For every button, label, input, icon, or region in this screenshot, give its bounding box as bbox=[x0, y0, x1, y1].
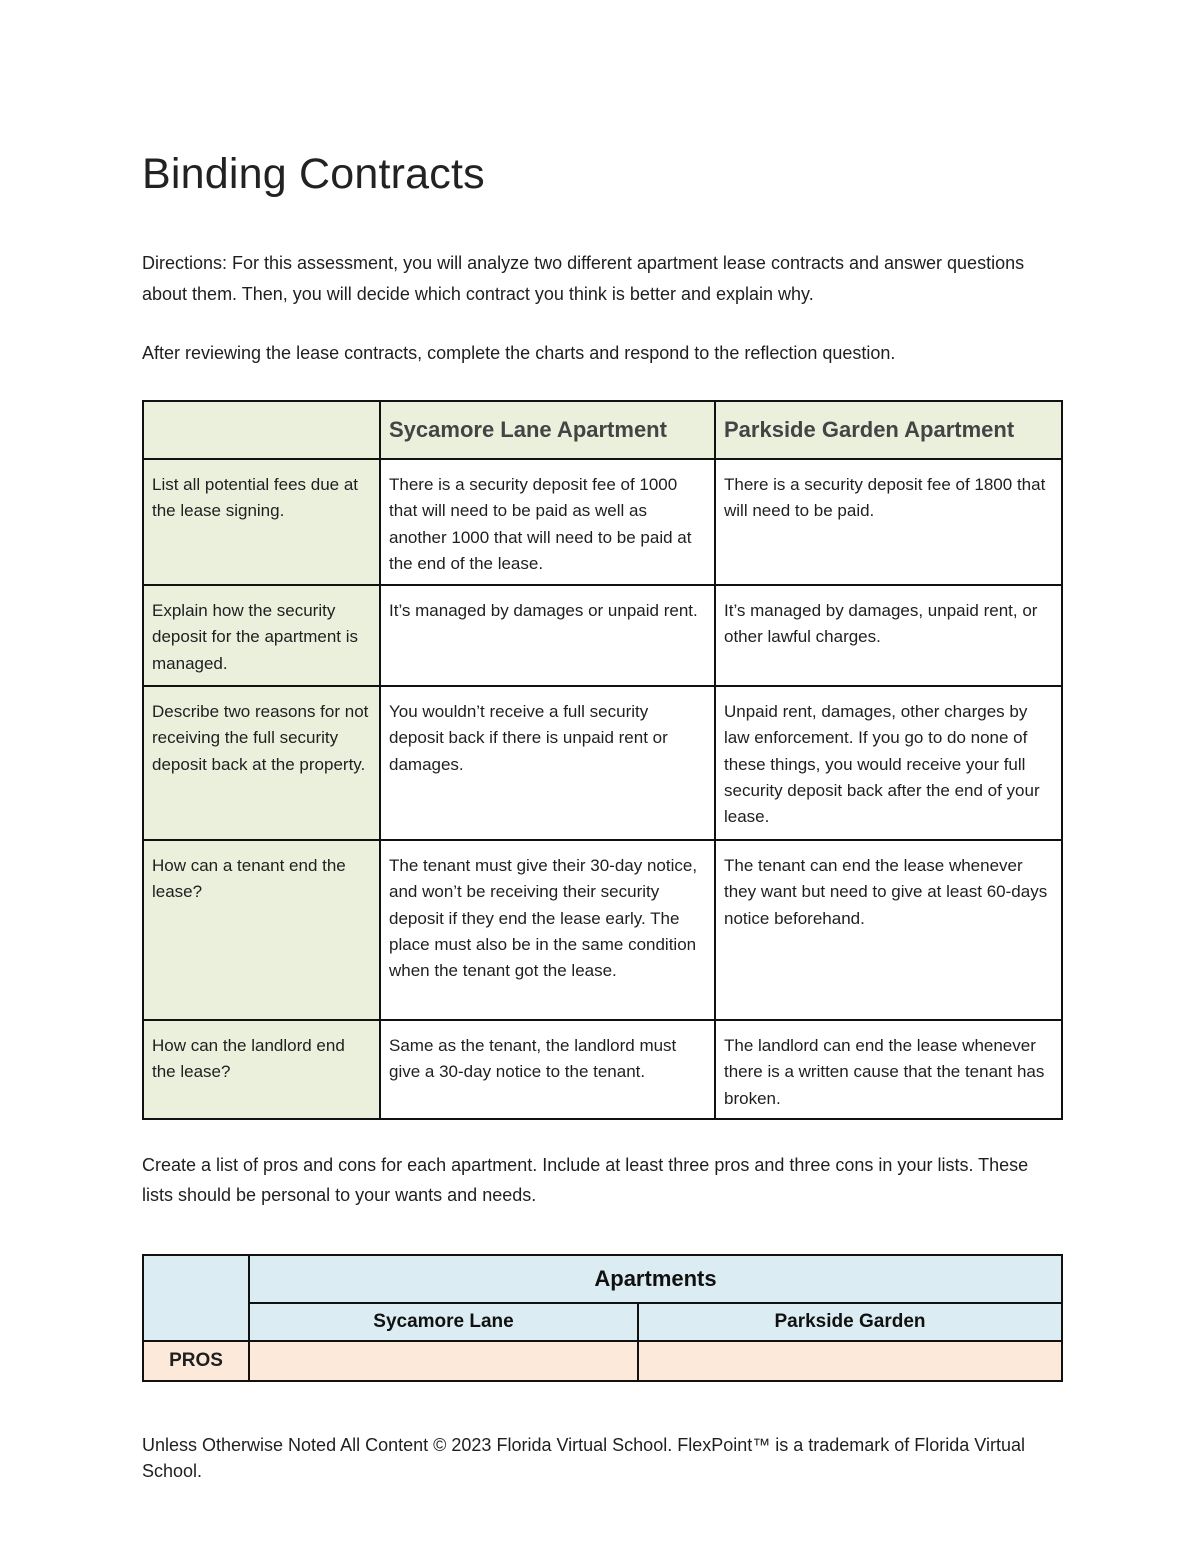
table-row bbox=[143, 1020, 1062, 1119]
after-reviewing-text: After reviewing the lease contracts, complete the charts and respond to the reflection question. bbox=[142, 343, 896, 363]
question-cell: Describe two reasons for not receiving the full security deposit back at the property. bbox=[143, 686, 380, 840]
pros-label: PROS bbox=[143, 1341, 249, 1381]
sycamore-lane-header: Sycamore Lane bbox=[249, 1303, 638, 1341]
question-cell: Explain how the security deposit for the apartment is managed. bbox=[143, 585, 380, 686]
pros-row bbox=[143, 1341, 1062, 1381]
lease-table-header-row bbox=[143, 401, 1062, 459]
sycamore-answer-cell[interactable]: You wouldn’t receive a full security deposit back if there is unpaid rent or damages. bbox=[380, 686, 715, 840]
pros-cons-instructions: Create a list of pros and cons for each apartment. Include at least three pros and three cons in your lists. These lists should be personal to your wants and needs. bbox=[142, 1155, 1029, 1205]
directions-text: Directions: For this assessment, you will analyze two different apartment lease contracts and answer questions about them. Then, you will decide which contract you think is better and explain why. bbox=[142, 253, 1025, 304]
sycamore-answer-cell[interactable]: It’s managed by damages or unpaid rent. bbox=[380, 585, 715, 686]
sycamore-answer-cell[interactable]: There is a security deposit fee of 1000 that will need to be paid as well as another 1000 that will need to be paid at the end of the lease. bbox=[380, 459, 715, 585]
question-cell: How can a tenant end the lease? bbox=[143, 840, 380, 1020]
lease-comparison-table bbox=[142, 400, 1063, 1120]
lease-header-blank bbox=[143, 401, 380, 459]
parkside-garden-header: Parkside Garden bbox=[638, 1303, 1062, 1341]
copyright-footer: Unless Otherwise Noted All Content © 2023 Florida Virtual School. FlexPoint™ is a trademark of Florida Virtual School. bbox=[142, 1435, 1026, 1481]
parkside-answer-cell[interactable]: Unpaid rent, damages, other charges by law enforcement. If you go to do none of these things, you would receive your full security deposit back after the end of your lease. bbox=[715, 686, 1062, 840]
question-cell: How can the landlord end the lease? bbox=[143, 1020, 380, 1119]
sycamore-answer-cell[interactable]: Same as the tenant, the landlord must give a 30-day notice to the tenant. bbox=[380, 1020, 715, 1119]
table-row bbox=[143, 459, 1062, 585]
parkside-answer-cell[interactable]: The landlord can end the lease whenever there is a written cause that the tenant has broken. bbox=[715, 1020, 1062, 1119]
table-row bbox=[143, 840, 1062, 1020]
pros-table-subheader-row bbox=[143, 1303, 1062, 1341]
parkside-answer-cell[interactable]: The tenant can end the lease whenever they want but need to give at least 60-days notice beforehand. bbox=[715, 840, 1062, 1020]
lease-header-sycamore: Sycamore Lane Apartment bbox=[380, 401, 715, 459]
question-cell: List all potential fees due at the lease signing. bbox=[143, 459, 380, 585]
pros-table-group-row bbox=[143, 1255, 1062, 1303]
sycamore-answer-cell[interactable]: The tenant must give their 30-day notice, and won’t be receiving their security deposit if they end the lease early. The place must also be in the same condition when the tenant got the lease. bbox=[380, 840, 715, 1020]
parkside-answer-cell[interactable]: There is a security deposit fee of 1800 that will need to be paid. bbox=[715, 459, 1062, 585]
page-title: Binding Contracts bbox=[142, 150, 485, 198]
lease-header-parkside: Parkside Garden Apartment bbox=[715, 401, 1062, 459]
pros-table bbox=[142, 1254, 1063, 1382]
sycamore-pros-cell[interactable] bbox=[249, 1341, 638, 1381]
parkside-answer-cell[interactable]: It’s managed by damages, unpaid rent, or other lawful charges. bbox=[715, 585, 1062, 686]
apartments-header: Apartments bbox=[249, 1255, 1062, 1303]
parkside-pros-cell[interactable] bbox=[638, 1341, 1062, 1381]
table-row bbox=[143, 686, 1062, 840]
pros-table-corner bbox=[143, 1255, 249, 1341]
table-row bbox=[143, 585, 1062, 686]
